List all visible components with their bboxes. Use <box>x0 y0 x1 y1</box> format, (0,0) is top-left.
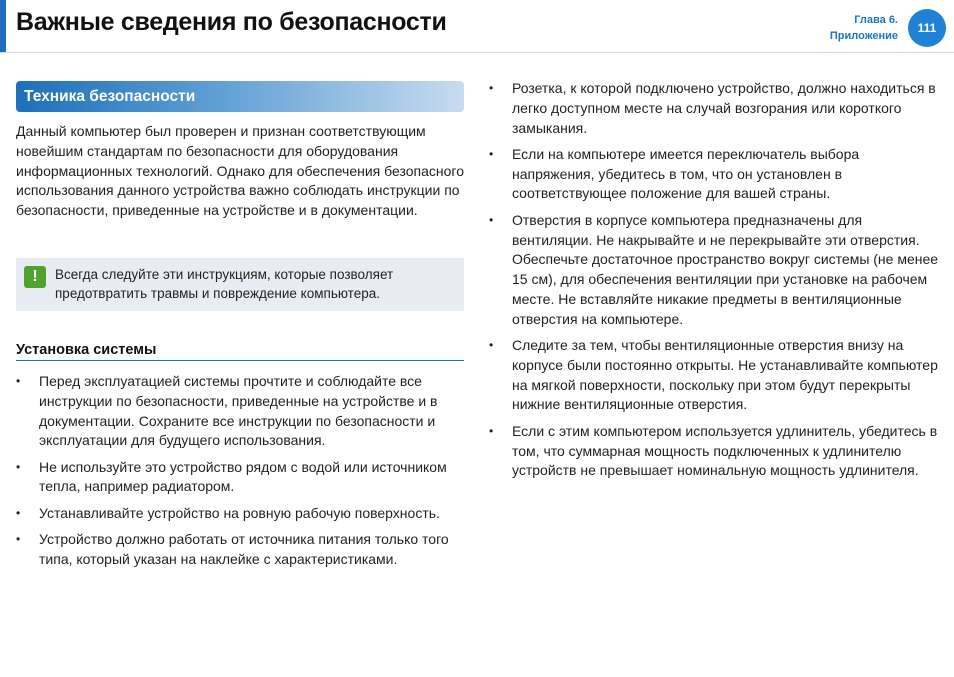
list-item: • Устанавливайте устройство на ровную рабочую поверхность. <box>16 504 464 524</box>
list-item: • Отверстия в корпусе компьютера предназначены для вентиляции. Не накрывайте и не перекрывайте эти отверстия. Обеспечьте достаточное пространство вокруг системы (не менее 15 см), для обеспечения вентиляции при установке на рабочем месте. Не вставляйте никакие предметы в вентиляционные отверстия на компьютере. <box>489 211 939 330</box>
list-item: • Если на компьютере имеется переключатель выбора напряжения, убедитесь в том, что он установлен в соответствующее положение для вашей страны. <box>489 145 939 204</box>
chapter-name: Приложение <box>829 30 898 42</box>
list-item: • Перед эксплуатацией системы прочтите и соблюдайте все инструкции по безопасности, приведенные на устройстве и в документации. Сохраните все инструкции по безопасности и эксплуатации для будущего использования. <box>16 372 464 451</box>
header-divider <box>0 52 954 53</box>
subsection-title: Установка системы <box>16 342 464 361</box>
left-column <box>16 81 464 576</box>
safety-list <box>489 79 939 481</box>
chapter-label <box>830 12 898 44</box>
right-column <box>489 79 939 488</box>
installation-list <box>16 372 464 570</box>
header-edge-bar <box>0 0 6 52</box>
note-box <box>16 258 464 311</box>
note-text: Всегда следуйте эти инструкциям, которые позволяет предотвратить травмы и повреждение компьютера. <box>55 266 394 301</box>
list-item: • Устройство должно работать от источника питания только того типа, который указан на наклейке с характеристиками. <box>16 530 464 570</box>
exclamation-icon: ! <box>24 266 46 288</box>
section-title: Техника безопасности <box>24 87 196 105</box>
list-item: • Розетка, к которой подключено устройство, должно находиться в легко доступном месте на случай возгорания или короткого замыкания. <box>489 79 939 138</box>
intro-paragraph: Данный компьютер был проверен и признан соответствующим новейшим стандартам по безопасности для оборудования информационных технологий. Однако для обеспечения безопасного использования данного устройства важно соблюдать инструкции по безопасности, приведенные на устройстве и в документации. <box>16 123 465 219</box>
list-item: • Если с этим компьютером используется удлинитель, убедитесь в том, что суммарная мощность подключенных к удлинителю устройств не превышает номинальную мощность удлинителя. <box>489 422 939 481</box>
section-header <box>16 81 464 112</box>
page-number-badge: 111 <box>908 9 946 47</box>
page-title: Важные сведения по безопасности <box>16 8 447 36</box>
chapter-number: Глава 6. <box>854 14 898 26</box>
list-item: • Не используйте это устройство рядом с водой или источником тепла, например радиатором. <box>16 458 464 498</box>
list-item: • Следите за тем, чтобы вентиляционные отверстия внизу на корпусе были постоянно открыты. Не устанавливайте компьютер на мягкой поверхности, поскольку при этом будут перекрыты нижние вентиляционные отверстия. <box>489 336 939 415</box>
